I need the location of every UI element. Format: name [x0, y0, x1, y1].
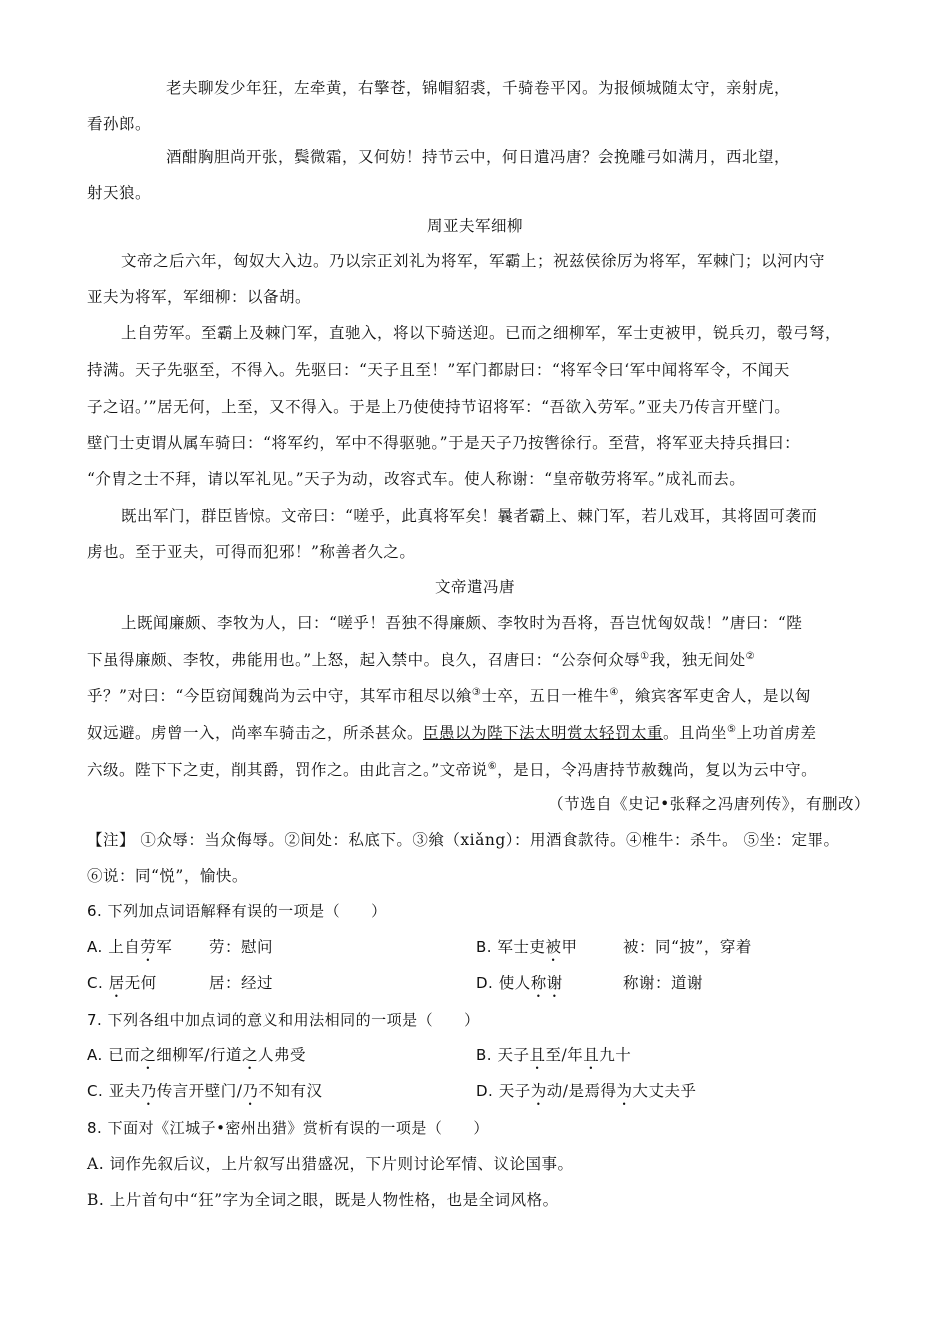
passage2-line: 下虽得廉颇、李牧，弗能用也。”上怒，起入禁中。良久，召唐曰：“公奈何众辱①我，独无间处② — [87, 650, 756, 669]
source-note: （节选自《史记•张释之冯唐列传》，有删改） — [548, 795, 870, 813]
poem-line-1: 老夫聊发少年狂，左牵黄，右擎苍，锦帽貂裘，千骑卷平冈。为报倾城随太守，亲射虎， — [166, 79, 791, 97]
q7-option-b[interactable]: B. 天子且至/年且九十 — [476, 1046, 632, 1064]
poem-line-4: 射天狼。 — [87, 184, 152, 202]
question-8-stem: 8. 下面对《江城子•密州出猎》赏析有误的一项是（ ） — [87, 1119, 489, 1137]
q6-option-b[interactable]: B. 军士吏被甲 — [476, 938, 578, 956]
q6-option-b-gloss: 被：同“披”，穿着 — [623, 938, 752, 956]
q6-option-d-gloss: 称谢：道谢 — [623, 974, 704, 992]
passage1-line: 虏也。至于亚夫，可得而犯邪！”称善者久之。 — [87, 543, 416, 561]
poem-line-2: 看孙郎。 — [87, 115, 152, 133]
passage1-line: 既出军门，群臣皆惊。文帝曰：“嗟乎，此真将军矣！曩者霸上、棘门军，若儿戏耳，其将固可袭而 — [121, 507, 818, 525]
passage2-line: 奴远避。虏曾一入，尚率车骑击之，所杀甚众。臣愚以为陛下法太明赏太轻罚太重。且尚坐⑤上功首虏差 — [87, 723, 817, 742]
q6-option-a[interactable]: A. 上自劳军 — [87, 938, 173, 956]
passage1-line: 文帝之后六年，匈奴大入边。乃以宗正刘礼为将军，军霸上；祝兹侯徐厉为将军，军棘门；以河内守 — [121, 252, 826, 270]
passage1-title: 周亚夫军细柳 — [426, 217, 523, 235]
q6-option-c-gloss: 居：经过 — [209, 974, 274, 992]
q6-option-d[interactable]: D. 使人称谢 — [476, 974, 563, 992]
passage2-line: 上既闻廉颇、李牧为人，曰：“嗟乎！吾独不得廉颇、李牧时为吾将，吾岂忧匈奴哉！”唐曰：“陛 — [121, 614, 803, 632]
q6-option-c[interactable]: C. 居无何 — [87, 974, 157, 992]
q7-option-a[interactable]: A. 已而之细柳军/行道之人弗受 — [87, 1046, 306, 1064]
q8-option-b[interactable]: B. 上片首句中“狂”字为全词之眼，既是人物性格，也是全词风格。 — [87, 1191, 559, 1209]
question-6-stem: 6. 下列加点词语解释有误的一项是（ ） — [87, 902, 387, 920]
passage2-title: 文帝遣冯唐 — [434, 578, 515, 596]
passage1-line: 亚夫为将军，军细柳：以备胡。 — [87, 288, 312, 306]
q6-option-a-gloss: 劳：慰问 — [209, 938, 274, 956]
passage2-line: 六级。陛下下之吏，削其爵，罚作之。由此言之。”文帝说⑥，是日，令冯唐持节赦魏尚，复以为云中守。 — [87, 760, 818, 779]
passage1-line: “介胄之士不拜，请以军礼见。”天子为动，改容式车。使人称谢：“皇帝敬劳将军。”成礼而去。 — [87, 470, 746, 488]
footnote-line: ⑥说：同“悦”，愉快。 — [87, 867, 248, 885]
question-7-stem: 7. 下列各组中加点词的意义和用法相同的一项是（ ） — [87, 1011, 480, 1029]
poem-line-3: 酒酣胸胆尚开张，鬓微霜，又何妨！持节云中，何日遣冯唐？会挽雕弓如满月，西北望， — [166, 148, 791, 166]
q8-option-a[interactable]: A. 词作先叙后议，上片叙写出猎盛况，下片则讨论军情、议论国事。 — [87, 1155, 574, 1173]
passage1-line: 持满。天子先驱至，不得入。先驱曰：“天子且至！”军门都尉曰：“将军令曰‘军中闻将军令，不闻天 — [87, 361, 790, 379]
q7-option-d[interactable]: D. 天子为动/是焉得为大丈夫乎 — [476, 1082, 697, 1100]
q7-option-c[interactable]: C. 亚夫乃传言开壁门/乃不知有汉 — [87, 1082, 323, 1100]
passage1-line: 上自劳军。至霸上及棘门军，直驰入，将以下骑送迎。已而之细柳军，军士吏被甲，锐兵刃，彀弓弩， — [121, 324, 842, 342]
passage1-line: 子之诏。’”居无何，上至，又不得入。于是上乃使使持节诏将军：“吾欲入劳军。”亚夫乃传言开壁门。 — [87, 398, 791, 416]
passage2-line: 乎？”对曰：“今臣窃闻魏尚为云中守，其军市租尽以飨③士卒，五日一椎牛④，飨宾客军吏舍人，是以匈 — [87, 686, 811, 705]
underlined-sentence: 臣愚以为陛下法太明赏太轻罚太重 — [423, 724, 664, 742]
passage1-line: 壁门士吏谓从属车骑曰：“将军约，军中不得驱驰。”于是天子乃按辔徐行。至营，将军亚夫持兵揖曰： — [87, 434, 801, 452]
footnote-line: 【注】 ①众辱：当众侮辱。②间处：私底下。③飨（xiǎng）：用酒食款待。④椎牛：杀牛。 ⑤坐：定罪。 — [87, 831, 840, 849]
